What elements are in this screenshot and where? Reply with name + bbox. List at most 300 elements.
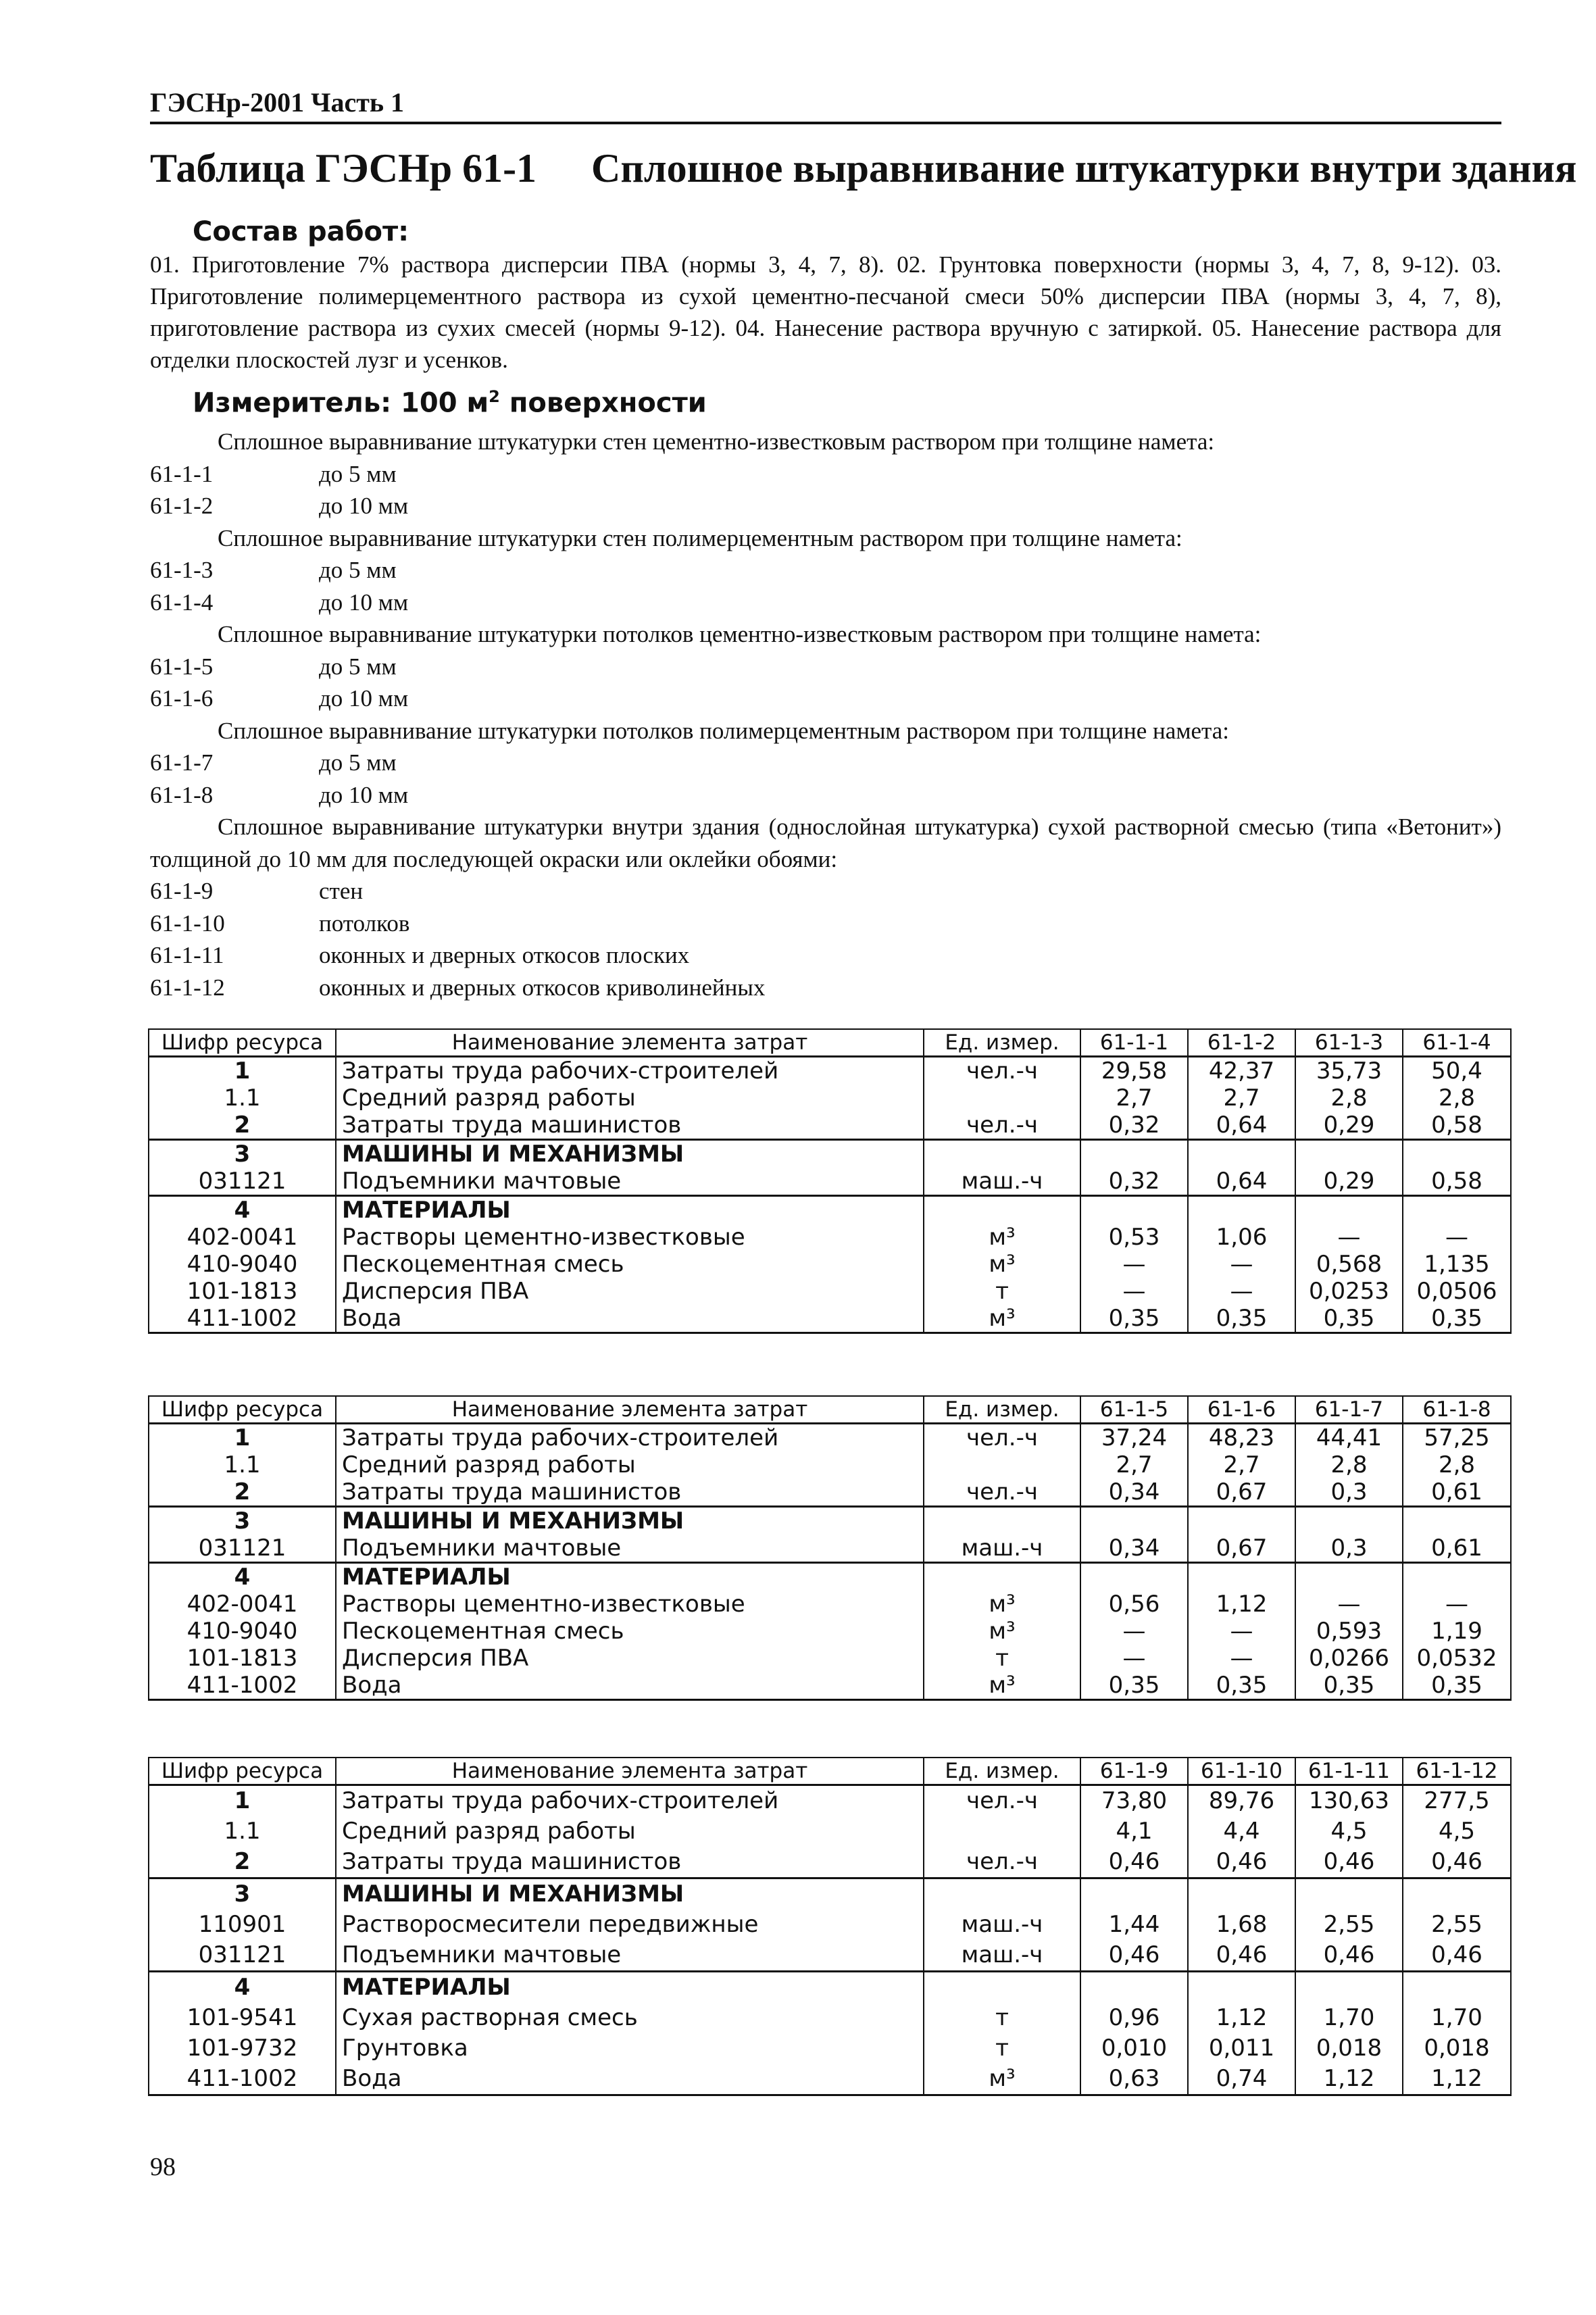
resource-value [1080,1507,1188,1535]
resource-value: 1,12 [1403,2064,1511,2095]
resource-value: — [1188,1251,1295,1278]
table-header-row [149,1396,1511,1424]
header-norm-column: 61-1-3 [1295,1029,1403,1057]
resource-value: — [1403,1224,1511,1251]
resource-unit: чел.-ч [924,1057,1080,1085]
resource-value: 2,7 [1188,1085,1295,1112]
norm-item [150,747,1501,779]
resource-unit [924,1507,1080,1535]
resource-code: 3 [149,1878,336,1910]
header-norm-column: 61-1-9 [1080,1758,1188,1785]
table-row [149,1251,1511,1278]
table-row [149,1785,1511,1817]
resource-value [1403,1878,1511,1910]
norm-code: 61-1-6 [150,685,214,712]
resource-name: МАШИНЫ И МЕХАНИЗМЫ [336,1878,924,1910]
resource-value: 0,58 [1403,1112,1511,1140]
description-text: Сплошное выравнивание штукатурки потолков полимерцементным раствором при толщине намета: [218,717,1229,744]
norm-code: 61-1-10 [150,910,225,937]
norm-item [150,554,1501,587]
resource-value: — [1188,1645,1295,1672]
header-code: Шифр ресурса [149,1029,336,1057]
resource-value: — [1080,1618,1188,1645]
resource-name: МАТЕРИАЛЫ [336,1563,924,1591]
resource-unit: т [924,2033,1080,2064]
resource-name: Дисперсия ПВА [336,1278,924,1305]
resource-value: 2,55 [1403,1910,1511,1940]
table-row [149,1112,1511,1140]
resource-value: 4,1 [1080,1816,1188,1847]
resource-code: 410-9040 [149,1618,336,1645]
resource-name: Затраты труда машинистов [336,1847,924,1878]
meter-heading-prefix: Измеритель: 100 м [193,387,489,419]
resource-code: 1 [149,1424,336,1452]
resource-value [1188,1563,1295,1591]
resource-value: 1,19 [1403,1618,1511,1645]
norm-item [150,490,1501,522]
resource-name: Растворы цементно-известковые [336,1591,924,1618]
resource-code: 402-0041 [149,1224,336,1251]
resource-value: 0,61 [1403,1478,1511,1507]
header-norm-column: 61-1-11 [1295,1758,1403,1785]
resource-table-3 [148,1757,1512,2096]
resource-value: 1,44 [1080,1910,1188,1940]
norm-item [150,779,1501,812]
resource-name: Средний разряд работы [336,1085,924,1112]
resource-value: 2,8 [1403,1085,1511,1112]
resource-value: 0,34 [1080,1535,1188,1563]
resource-value: 0,56 [1080,1591,1188,1618]
resource-value: 2,7 [1188,1451,1295,1478]
resource-value: 4,4 [1188,1816,1295,1847]
resource-value: 0,35 [1403,1672,1511,1700]
resource-value: 0,67 [1188,1478,1295,1507]
resource-value: 4,5 [1295,1816,1403,1847]
resource-name: Средний разряд работы [336,1451,924,1478]
resource-value: 0,0506 [1403,1278,1511,1305]
resource-value: 89,76 [1188,1785,1295,1817]
header-norm-column: 61-1-8 [1403,1396,1511,1424]
resource-name: Вода [336,1672,924,1700]
norm-label: оконных и дверных откосов криволинейных [319,974,766,1001]
header-name: Наименование элемента затрат [336,1029,924,1057]
resource-unit [924,1085,1080,1112]
resource-unit: м³ [924,1618,1080,1645]
table-row [149,1618,1511,1645]
resource-value: 0,35 [1403,1305,1511,1333]
norm-item [150,907,1501,940]
norm-code: 61-1-9 [150,878,214,904]
table-row [149,1910,1511,1940]
norm-code: 61-1-8 [150,781,214,808]
resource-code: 031121 [149,1535,336,1563]
resource-code: 031121 [149,1168,336,1196]
resource-value [1295,1563,1403,1591]
header-unit: Ед. измер. [924,1029,1080,1057]
running-header: ГЭСНр-2001 Часть 1 [150,87,405,118]
resource-value: 1,70 [1295,2003,1403,2033]
description-text: Сплошное выравнивание штукатурки внутри здания (однослойная штукатурка) сухой растворной смесью (типа «Ветонит») толщиной до 10 мм для последующей окраски или оклейки обоями: [150,814,1501,872]
resource-code: 1.1 [149,1085,336,1112]
table-title: Таблица ГЭСНр 61-1 [150,146,537,191]
norm-label: оконных и дверных откосов плоских [319,942,690,968]
table-row [149,1672,1511,1700]
resource-unit: м³ [924,1672,1080,1700]
resource-value: 0,67 [1188,1535,1295,1563]
resource-value: 0,018 [1403,2033,1511,2064]
resource-value: 277,5 [1403,1785,1511,1817]
resource-value: 2,8 [1295,1085,1403,1112]
table-row [149,1535,1511,1563]
resource-code: 101-1813 [149,1278,336,1305]
resource-value: 0,96 [1080,2003,1188,2033]
header-norm-column: 61-1-5 [1080,1396,1188,1424]
resource-name: МАТЕРИАЛЫ [336,1196,924,1224]
resource-code: 031121 [149,1940,336,1972]
table-row [149,1224,1511,1251]
resource-code: 4 [149,1196,336,1224]
resource-name: Затраты труда машинистов [336,1112,924,1140]
table-row [149,1305,1511,1333]
resource-value: 4,5 [1403,1816,1511,1847]
meter-heading [193,387,707,418]
resource-value: 0,011 [1188,2033,1295,2064]
resource-code: 2 [149,1847,336,1878]
table-row [149,1424,1511,1452]
table-row [149,1645,1511,1672]
resource-unit [924,1878,1080,1910]
resource-code: 1.1 [149,1451,336,1478]
resource-value: 73,80 [1080,1785,1188,1817]
resource-value: 0,46 [1188,1847,1295,1878]
resource-value: 2,7 [1080,1451,1188,1478]
resource-name: Затраты труда рабочих-строителей [336,1424,924,1452]
resource-code: 110901 [149,1910,336,1940]
resource-value: 2,7 [1080,1085,1188,1112]
header-norm-column: 61-1-1 [1080,1029,1188,1057]
norm-item [150,587,1501,619]
resource-unit [924,1816,1080,1847]
resource-value [1403,1507,1511,1535]
header-norm-column: 61-1-10 [1188,1758,1295,1785]
resource-name: Затраты труда рабочих-строителей [336,1057,924,1085]
resource-value [1403,1140,1511,1168]
resource-value: 1,70 [1403,2003,1511,2033]
resource-value: — [1295,1591,1403,1618]
resource-unit [924,1563,1080,1591]
table-row [149,1940,1511,1972]
resource-name: Вода [336,1305,924,1333]
description-text: Сплошное выравнивание штукатурки стен полимерцементным раствором при толщине намета: [218,524,1182,551]
header-norm-column: 61-1-6 [1188,1396,1295,1424]
resource-value: 0,61 [1403,1535,1511,1563]
resource-value [1295,1507,1403,1535]
resource-value: 0,74 [1188,2064,1295,2095]
page-number: 98 [150,2153,176,2181]
resource-value: 1,12 [1188,2003,1295,2033]
resource-unit: маш.-ч [924,1940,1080,1972]
resource-value: 0,568 [1295,1251,1403,1278]
norm-code: 61-1-5 [150,653,214,680]
resource-unit: чел.-ч [924,1478,1080,1507]
norm-code: 61-1-12 [150,974,225,1001]
resource-value: — [1403,1591,1511,1618]
resource-value: 50,4 [1403,1057,1511,1085]
header-rule [150,122,1501,124]
resource-value: 0,29 [1295,1112,1403,1140]
resource-code: 410-9040 [149,1251,336,1278]
header-norm-column: 61-1-7 [1295,1396,1403,1424]
table-row [149,1847,1511,1878]
resource-unit: т [924,1645,1080,1672]
header-unit: Ед. измер. [924,1758,1080,1785]
resource-value: 0,46 [1403,1940,1511,1972]
resource-value: 0,0253 [1295,1278,1403,1305]
resource-value: 0,010 [1080,2033,1188,2064]
table-row [149,1972,1511,2003]
resource-value [1295,1196,1403,1224]
resource-unit: чел.-ч [924,1847,1080,1878]
norm-code: 61-1-11 [150,942,224,968]
resource-unit: чел.-ч [924,1424,1080,1452]
resource-name: Пескоцементная смесь [336,1618,924,1645]
resource-unit: т [924,2003,1080,2033]
resource-name: Пескоцементная смесь [336,1251,924,1278]
resource-name: Подъемники мачтовые [336,1535,924,1563]
resource-code: 101-1813 [149,1645,336,1672]
resource-value: 0,46 [1295,1847,1403,1878]
resource-value [1295,1972,1403,2003]
table-row [149,2064,1511,2095]
table-row [149,1057,1511,1085]
resource-value: — [1080,1645,1188,1672]
resource-value [1403,1563,1511,1591]
resource-value: 2,8 [1403,1451,1511,1478]
resource-name: Средний разряд работы [336,1816,924,1847]
header-norm-column: 61-1-4 [1403,1029,1511,1057]
norm-label: до 10 мм [319,589,409,616]
resource-value [1080,1972,1188,2003]
norm-label: до 5 мм [319,749,397,776]
resource-name: Затраты труда машинистов [336,1478,924,1507]
resource-value: 0,35 [1080,1672,1188,1700]
work-composition-heading: Состав работ: [193,216,409,247]
table-row [149,1563,1511,1591]
resource-value: 35,73 [1295,1057,1403,1085]
resource-value: 0,3 [1295,1478,1403,1507]
resource-value: 1,12 [1295,2064,1403,2095]
resource-unit [924,1196,1080,1224]
resource-value: — [1188,1618,1295,1645]
table-row [149,1085,1511,1112]
resource-code: 4 [149,1972,336,2003]
resource-unit [924,1972,1080,2003]
resource-value: 0,018 [1295,2033,1403,2064]
norm-item [150,972,1501,1004]
norm-label: потолков [319,910,410,937]
resource-unit: м³ [924,1251,1080,1278]
resource-value: 0,35 [1080,1305,1188,1333]
resource-code: 1.1 [149,1816,336,1847]
resource-code: 4 [149,1563,336,1591]
resource-value: 0,35 [1188,1305,1295,1333]
resource-code: 2 [149,1478,336,1507]
norm-label: до 10 мм [319,685,409,712]
description-text: Сплошное выравнивание штукатурки потолков цементно-известковым раствором при толщине намета: [218,621,1262,647]
norm-label: стен [319,878,364,904]
resource-value: — [1080,1278,1188,1305]
norm-code: 61-1-4 [150,589,214,616]
resource-unit [924,1451,1080,1478]
norm-item [150,682,1501,715]
resource-unit: м³ [924,1591,1080,1618]
resource-value [1403,1972,1511,2003]
work-composition-text: 01. Приготовление 7% раствора дисперсии ПВА (нормы 3, 4, 7, 8). 02. Грунтовка поверхности (нормы 3, 4, 7, 8, 9-12). 03. Приготовление полимерцементного раствора из сухой цементно-песчаной смеси 50% дисперсии ПВА (нормы 3, 4, 7, 8), приготовление раствора из сухих смесей (нормы 9-12). 04. Нанесение раствора вручную с затиркой. 05. Нанесение раствора для отделки плоскостей лузг и усенков. [150,251,1501,373]
resource-code: 101-9732 [149,2033,336,2064]
resource-code: 101-9541 [149,2003,336,2033]
resource-code: 1 [149,1785,336,1817]
resource-value: — [1295,1224,1403,1251]
norm-item [150,458,1501,491]
table-row [149,1168,1511,1196]
norm-code: 61-1-2 [150,493,214,519]
resource-value: 0,3 [1295,1535,1403,1563]
header-unit: Ед. измер. [924,1396,1080,1424]
resource-code: 411-1002 [149,1305,336,1333]
description-text: Сплошное выравнивание штукатурки стен цементно-известковым раствором при толщине намета: [218,428,1215,455]
resource-code: 1 [149,1057,336,1085]
table-row [149,1591,1511,1618]
resource-unit: т [924,1278,1080,1305]
table-row [149,1478,1511,1507]
table-row [149,2003,1511,2033]
resource-value: 130,63 [1295,1785,1403,1817]
norm-label: до 10 мм [319,493,409,519]
resource-value: 0,64 [1188,1112,1295,1140]
resource-value: 1,06 [1188,1224,1295,1251]
resource-value: 1,135 [1403,1251,1511,1278]
resource-name: Растворосмесители передвижные [336,1910,924,1940]
table-row [149,1451,1511,1478]
header-code: Шифр ресурса [149,1758,336,1785]
resource-table-2 [148,1395,1512,1701]
table-row [149,1196,1511,1224]
resource-name: Подъемники мачтовые [336,1168,924,1196]
norm-item [150,939,1501,972]
resource-value [1403,1196,1511,1224]
resource-unit [924,1140,1080,1168]
resource-unit: м³ [924,2064,1080,2095]
table-header-row [149,1029,1511,1057]
resource-name: МАШИНЫ И МЕХАНИЗМЫ [336,1140,924,1168]
resource-name: Грунтовка [336,2033,924,2064]
header-norm-column: 61-1-2 [1188,1029,1295,1057]
resource-value: 1,68 [1188,1910,1295,1940]
resource-value [1080,1878,1188,1910]
resource-value: — [1188,1278,1295,1305]
resource-value [1295,1140,1403,1168]
resource-value [1080,1196,1188,1224]
resource-value: 0,46 [1403,1847,1511,1878]
resource-value: 37,24 [1080,1424,1188,1452]
norm-code: 61-1-7 [150,749,214,776]
resource-name: МАТЕРИАЛЫ [336,1972,924,2003]
resource-value: 0,0532 [1403,1645,1511,1672]
header-code: Шифр ресурса [149,1396,336,1424]
resource-value: 0,0266 [1295,1645,1403,1672]
resource-value: 29,58 [1080,1057,1188,1085]
resource-name: Растворы цементно-известковые [336,1224,924,1251]
resource-value [1080,1140,1188,1168]
resource-value: 42,37 [1188,1057,1295,1085]
resource-name: Подъемники мачтовые [336,1940,924,1972]
table-row [149,1278,1511,1305]
resource-value: 0,53 [1080,1224,1188,1251]
resource-value: 0,64 [1188,1168,1295,1196]
norm-code: 61-1-1 [150,460,214,487]
resource-table-1 [148,1028,1512,1334]
table-header-row [149,1758,1511,1785]
resource-value: 0,34 [1080,1478,1188,1507]
norm-item [150,651,1501,683]
resource-code: 402-0041 [149,1591,336,1618]
table-row [149,2033,1511,2064]
resource-value: 0,46 [1080,1940,1188,1972]
resource-unit: маш.-ч [924,1168,1080,1196]
resource-value: 0,32 [1080,1168,1188,1196]
table-subtitle: Сплошное выравнивание штукатурки внутри здания [591,146,1577,191]
resource-value: 0,46 [1080,1847,1188,1878]
resource-value: 57,25 [1403,1424,1511,1452]
resource-value: 0,63 [1080,2064,1188,2095]
norm-descriptions [150,426,1501,1003]
resource-value: 2,8 [1295,1451,1403,1478]
resource-unit: чел.-ч [924,1785,1080,1817]
meter-heading-sup: 2 [489,387,500,406]
resource-code: 411-1002 [149,2064,336,2095]
resource-code: 3 [149,1140,336,1168]
resource-code: 411-1002 [149,1672,336,1700]
resource-name: Вода [336,2064,924,2095]
resource-code: 2 [149,1112,336,1140]
norm-label: до 5 мм [319,653,397,680]
header-name: Наименование элемента затрат [336,1396,924,1424]
resource-value [1188,1140,1295,1168]
norm-label: до 10 мм [319,781,409,808]
norm-label: до 5 мм [319,557,397,583]
header-norm-column: 61-1-12 [1403,1758,1511,1785]
resource-unit: маш.-ч [924,1535,1080,1563]
resource-value [1188,1972,1295,2003]
table-row [149,1140,1511,1168]
resource-name: МАШИНЫ И МЕХАНИЗМЫ [336,1507,924,1535]
table-row [149,1816,1511,1847]
norm-item [150,875,1501,907]
resource-unit: м³ [924,1305,1080,1333]
table-row [149,1507,1511,1535]
resource-value: 0,32 [1080,1112,1188,1140]
resource-name: Дисперсия ПВА [336,1645,924,1672]
resource-value [1080,1563,1188,1591]
resource-name: Затраты труда рабочих-строителей [336,1785,924,1817]
resource-value [1188,1507,1295,1535]
resource-value: 0,46 [1295,1940,1403,1972]
resource-unit: м³ [924,1224,1080,1251]
resource-value: 44,41 [1295,1424,1403,1452]
resource-unit: чел.-ч [924,1112,1080,1140]
resource-value: — [1080,1251,1188,1278]
resource-unit: маш.-ч [924,1910,1080,1940]
